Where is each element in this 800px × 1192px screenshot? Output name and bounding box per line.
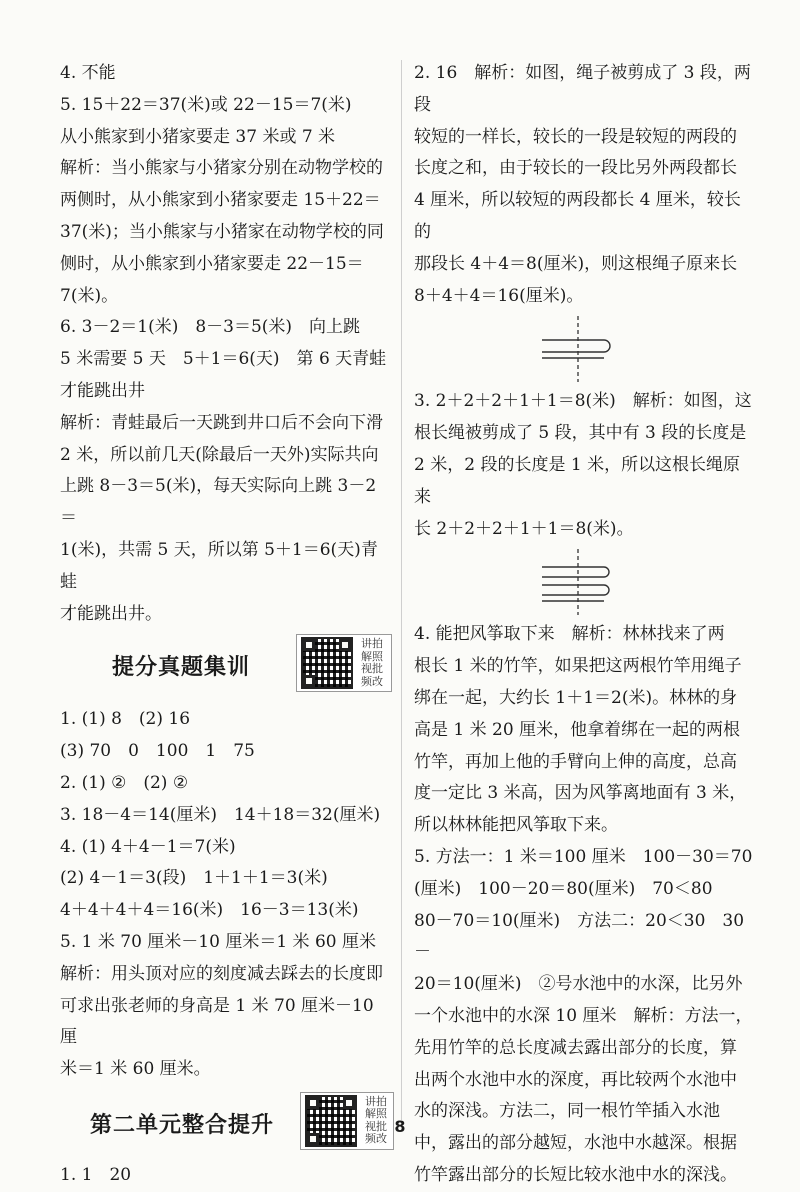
qr-finder-icon bbox=[303, 675, 315, 687]
right-column bbox=[414, 58, 754, 1192]
analysis-line: 竹竿，再加上他的手臂向上伸的高度，总高 bbox=[414, 751, 737, 772]
section-heading: 第二单元整合提升 bbox=[90, 1112, 275, 1138]
answer-line: (3) 70 0 100 1 75 bbox=[60, 741, 255, 762]
analysis-line: 可求出张老师的身高是 1 米 70 厘米－10 厘 bbox=[60, 995, 374, 1048]
qr-finder-icon bbox=[339, 639, 351, 651]
left-column bbox=[60, 58, 388, 1192]
section-heading: 提分真题集训 bbox=[112, 655, 251, 681]
qr-caption: 讲拍解照视批频改 bbox=[365, 1094, 387, 1146]
rope-figure-5-segments bbox=[414, 545, 754, 619]
analysis-line: 中，露出的部分越短，水池中水越深。根据 bbox=[414, 1133, 737, 1154]
analysis-line: 绑在一起，大约长 1＋1＝2(米)。林林的身 bbox=[414, 687, 738, 708]
analysis-line: 长度之和，由于较长的一段比另外两段都长 bbox=[414, 158, 737, 179]
analysis-line: 两侧时，从小熊家到小猪家要走 15＋22＝ bbox=[60, 190, 381, 211]
analysis-line: 4 厘米，所以较短的两段都长 4 厘米，较长的 bbox=[414, 190, 741, 242]
analysis-line: 才能跳出井。 bbox=[60, 603, 162, 624]
analysis-line: 8＋4＋4＝16(厘米)。 bbox=[414, 285, 584, 306]
analysis-line: 解析：当小熊家与小猪家分别在动物学校的 bbox=[60, 158, 383, 179]
answer-line: 一个水池中的水深 10 厘米 解析：方法一， bbox=[414, 1005, 753, 1026]
analysis-line: 那段长 4＋4＝8(厘米)，则这根绳子原来长 bbox=[414, 253, 738, 274]
qr-finder-icon bbox=[307, 1097, 319, 1109]
answer-line: 4. (1) 4＋4－1＝7(米) bbox=[60, 836, 236, 857]
answer-line: 5 米需要 5 天 5＋1＝6(天) 第 6 天青蛙 bbox=[60, 349, 387, 370]
analysis-line: 出两个水池中水的深度，再比较两个水池中 bbox=[414, 1069, 737, 1090]
answer-line: 4. 不能 bbox=[60, 63, 116, 83]
answer-line: 6. 3－2＝1(米) 8－3＝5(米) 向上跳 bbox=[60, 317, 361, 338]
analysis-line: 7(米)。 bbox=[60, 285, 119, 306]
answer-line: 4. 能把风筝取下来 解析：林林找来了两 bbox=[414, 624, 725, 645]
qr-panel bbox=[296, 634, 392, 692]
answer-line: 5. 15＋22＝37(米)或 22－15＝7(米) bbox=[60, 94, 352, 115]
qr-finder-icon bbox=[343, 1097, 355, 1109]
analysis-line: 37(米)；当小熊家与小猪家在动物学校的同 bbox=[60, 221, 384, 242]
answer-line: 3. 18－4＝14(厘米) 14＋18＝32(厘米) bbox=[60, 804, 381, 825]
analysis-line: 2 米，所以前几天(除最后一天外)实际共向 bbox=[60, 444, 379, 465]
qr-caption: 讲拍解照视批频改 bbox=[361, 637, 383, 688]
analysis-line: 解析：青蛙最后一天跳到井口后不会向下滑 bbox=[60, 412, 383, 433]
answer-line: 3. 2＋2＋2＋1＋1＝8(米) 解析：如图，这 bbox=[414, 391, 752, 412]
analysis-line: 2 米，2 段的长度是 1 米，所以这根长绳原来 bbox=[414, 454, 741, 507]
page-number: 8 bbox=[394, 1117, 406, 1136]
answer-line: (2) 4－1＝3(段) 1＋1＋1＝3(米) bbox=[60, 868, 328, 889]
column-divider bbox=[401, 60, 402, 1120]
answer-line: 4＋4＋4＋4＝16(米) 16－3＝13(米) bbox=[60, 900, 359, 921]
answer-line: 80－70＝10(厘米) 方法二：20＜30 30－ bbox=[414, 910, 745, 963]
qr-finder-icon bbox=[303, 639, 315, 651]
rope-figure-3-segments bbox=[414, 312, 754, 386]
answer-line: 2. 16 解析：如图，绳子被剪成了 3 段，两段 bbox=[414, 63, 751, 115]
analysis-line: 根长绳被剪成了 5 段，其中有 3 段的长度是 bbox=[414, 423, 747, 444]
section-heading-row bbox=[60, 630, 388, 704]
rope-diagram-icon bbox=[414, 312, 754, 386]
analysis-line: 所以林林能把风筝取下来。 bbox=[414, 815, 618, 836]
analysis-line: 解析：用头顶对应的刻度减去踩去的长度即 bbox=[60, 963, 383, 984]
analysis-line: 1(米)，共需 5 天，所以第 5＋1＝6(天)青蛙 bbox=[60, 539, 378, 592]
answer-line: 5. 方法一：1 米＝100 厘米 100－30＝70 bbox=[414, 846, 753, 867]
analysis-line: 较短的一样长，较长的一段是较短的两段的 bbox=[414, 126, 737, 147]
analysis-line: 侧时，从小熊家到小猪家要走 22－15＝ bbox=[60, 253, 364, 274]
answer-line: 1. 1 20 bbox=[60, 1164, 132, 1185]
analysis-line: 竹竿露出部分的长短比较水池中水的深浅。 bbox=[414, 1164, 737, 1185]
analysis-line: 水的深浅。方法二，同一根竹竿插入水池 bbox=[414, 1101, 720, 1122]
rope-diagram-icon bbox=[414, 545, 754, 619]
answer-line: (厘米) 100－20＝80(厘米) 70＜80 bbox=[414, 878, 713, 899]
answer-line: 5. 1 米 70 厘米－10 厘米＝1 米 60 厘米 bbox=[60, 931, 376, 952]
answer-line: 从小熊家到小猪家要走 37 米或 7 米 bbox=[60, 126, 336, 147]
answer-line: 2. (1) ② (2) ② bbox=[60, 772, 189, 793]
analysis-line: 根长 1 米的竹竿，如果把这两根竹竿用绳子 bbox=[414, 656, 742, 677]
analysis-line: 先用竹竿的总长度减去露出部分的长度，算 bbox=[414, 1037, 737, 1058]
analysis-line: 米＝1 米 60 厘米。 bbox=[60, 1059, 211, 1080]
answer-line: 1. (1) 8 (2) 16 bbox=[60, 709, 191, 730]
answer-line: 才能跳出井 bbox=[60, 380, 145, 401]
analysis-line: 高是 1 米 20 厘米，他拿着绑在一起的两根 bbox=[414, 719, 741, 740]
analysis-line: 度一定比 3 米高，因为风筝离地面有 3 米， bbox=[414, 783, 747, 804]
analysis-line: 上跳 8－3＝5(米)，每天实际向上跳 3－2＝ bbox=[60, 476, 377, 529]
answer-line: 20＝10(厘米) ②号水池中的水深，比另外 bbox=[414, 974, 743, 995]
analysis-line: 长 2＋2＋2＋1＋1＝8(米)。 bbox=[414, 518, 634, 539]
